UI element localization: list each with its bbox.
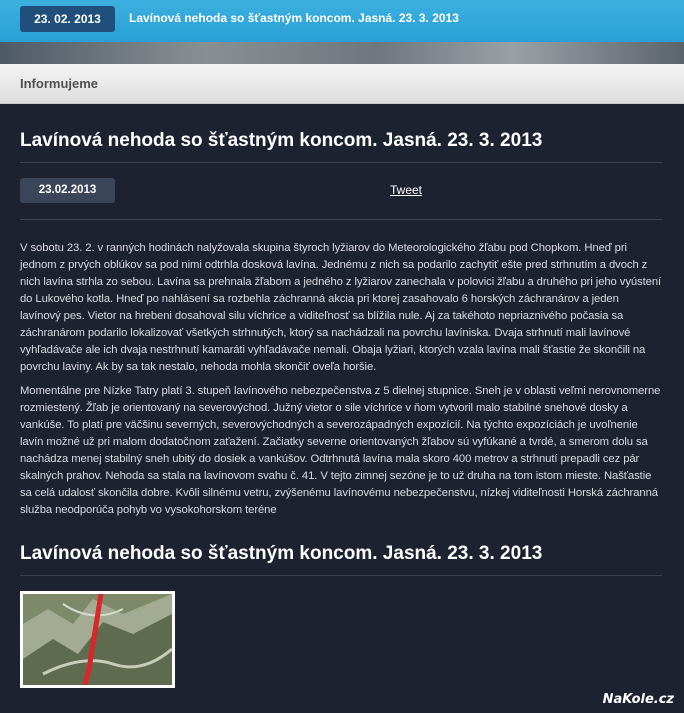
second-title-divider <box>20 575 662 576</box>
article-paragraph: V sobotu 23. 2. v ranných hodinách nalyžovala skupina štyroch lyžiarov do Meteorologického žľabu pod Chopkom. Hneď pri jednom z prvých oblúkov sa pod nimi odtrhla dosková lavína. Jednému z nich sa podarilo zachytiť ešte pred strhnutím a dvoch z nich lavína strhla zo sebou. Lavína sa prehnala žľabom a jedného z lyžiarov zanechala v polovici žľabu a druhého pri jeho vyústení do Lukového kotla. Hneď po nahlásení sa rozbehla záchranná akcia pri ktorej zasahovalo 6 horských záchranárov a jeden lavínový pes. Vietor na hrebeni dosahoval silu víchrice a viditeľnosť sa blížila nule. Aj za takéhoto nepriaznivého počasia sa záchranárom podarilo lokalizovať všetkých strhnutých, ktorý sa nachádzali na povrchu lavíniska. Dvaja strhnutí mali lavínové vyhľadávače ale ich dvaja nestrhnutí kamaráti vyhľadávače nemali. Obaja lyžiari, ktorých vzala lavína mali šťastie že skončili na povrchu laviny. Ak by sa tak nestalo, nehoda mohla skončiť oveľa horšie. <box>20 242 662 373</box>
top-article-title[interactable]: Lavínová nehoda so šťastným koncom. Jasná. 23. 3. 2013 <box>129 11 459 25</box>
meta-divider <box>20 219 662 220</box>
terrain-map-image <box>23 594 172 685</box>
section-bar <box>0 64 684 104</box>
top-date-badge: 23. 02. 2013 <box>20 6 115 32</box>
tweet-link[interactable]: Tweet <box>390 183 423 197</box>
avalanche-map-thumbnail[interactable] <box>20 591 175 688</box>
article-date-badge: 23.02.2013 <box>20 178 115 203</box>
main-content <box>20 104 662 688</box>
section-label: Informujeme <box>20 76 99 91</box>
article-paragraph: Momentálne pre Nízke Tatry platí 3. stupeň lavínového nebezpečenstva z 5 dielnej stupnice. Sneh je v oblasti veľmi nerovnomerne rozmiestený. Žľab je orientovaný na severovýchod. Južný vietor o sile víchrice v ňom vytvoril malo stabilné snehové dosky a vankúše. To platí pre väčšinu severných, severovýchodných a severozápadných expozícií. Na týchto expozíciách je uvoľnenie lavín možné už pri malom dodatočnom zaťažení. Začiatky severne orientovaných žľabov sú vyfúkané a tvrdé, a smerom dolu sa nachádza menej stabilný sneh ubitý do dosiek a vankúšov. Odtrhnutá lavína mala skoro 400 metrov a strhnutí prepadli cez pár skalných prahov. Nehoda sa stala na lavínovom svahu č. 41. V tejto zimnej sezóne je to už druha na tom istom mieste. Našťastie sa celá udalosť skončila dobre. Kvôli silnému vetru, zvýšenému lavínovému nebezpečenstvu, nízkej viditeľnosti Horská záchranná služba neodporúča pohyb vo vysokohorskom teréne <box>20 385 661 516</box>
second-article-title[interactable]: Lavínová nehoda so šťastným koncom. Jasná. 23. 3. 2013 <box>20 543 543 564</box>
article-title: Lavínová nehoda so šťastným koncom. Jasná. 23. 3. 2013 <box>20 130 543 151</box>
article-meta <box>20 163 662 207</box>
article-body <box>20 240 662 519</box>
top-bar <box>0 0 684 42</box>
header-photo <box>0 42 684 64</box>
watermark-logo: NaKole.cz <box>602 692 674 707</box>
